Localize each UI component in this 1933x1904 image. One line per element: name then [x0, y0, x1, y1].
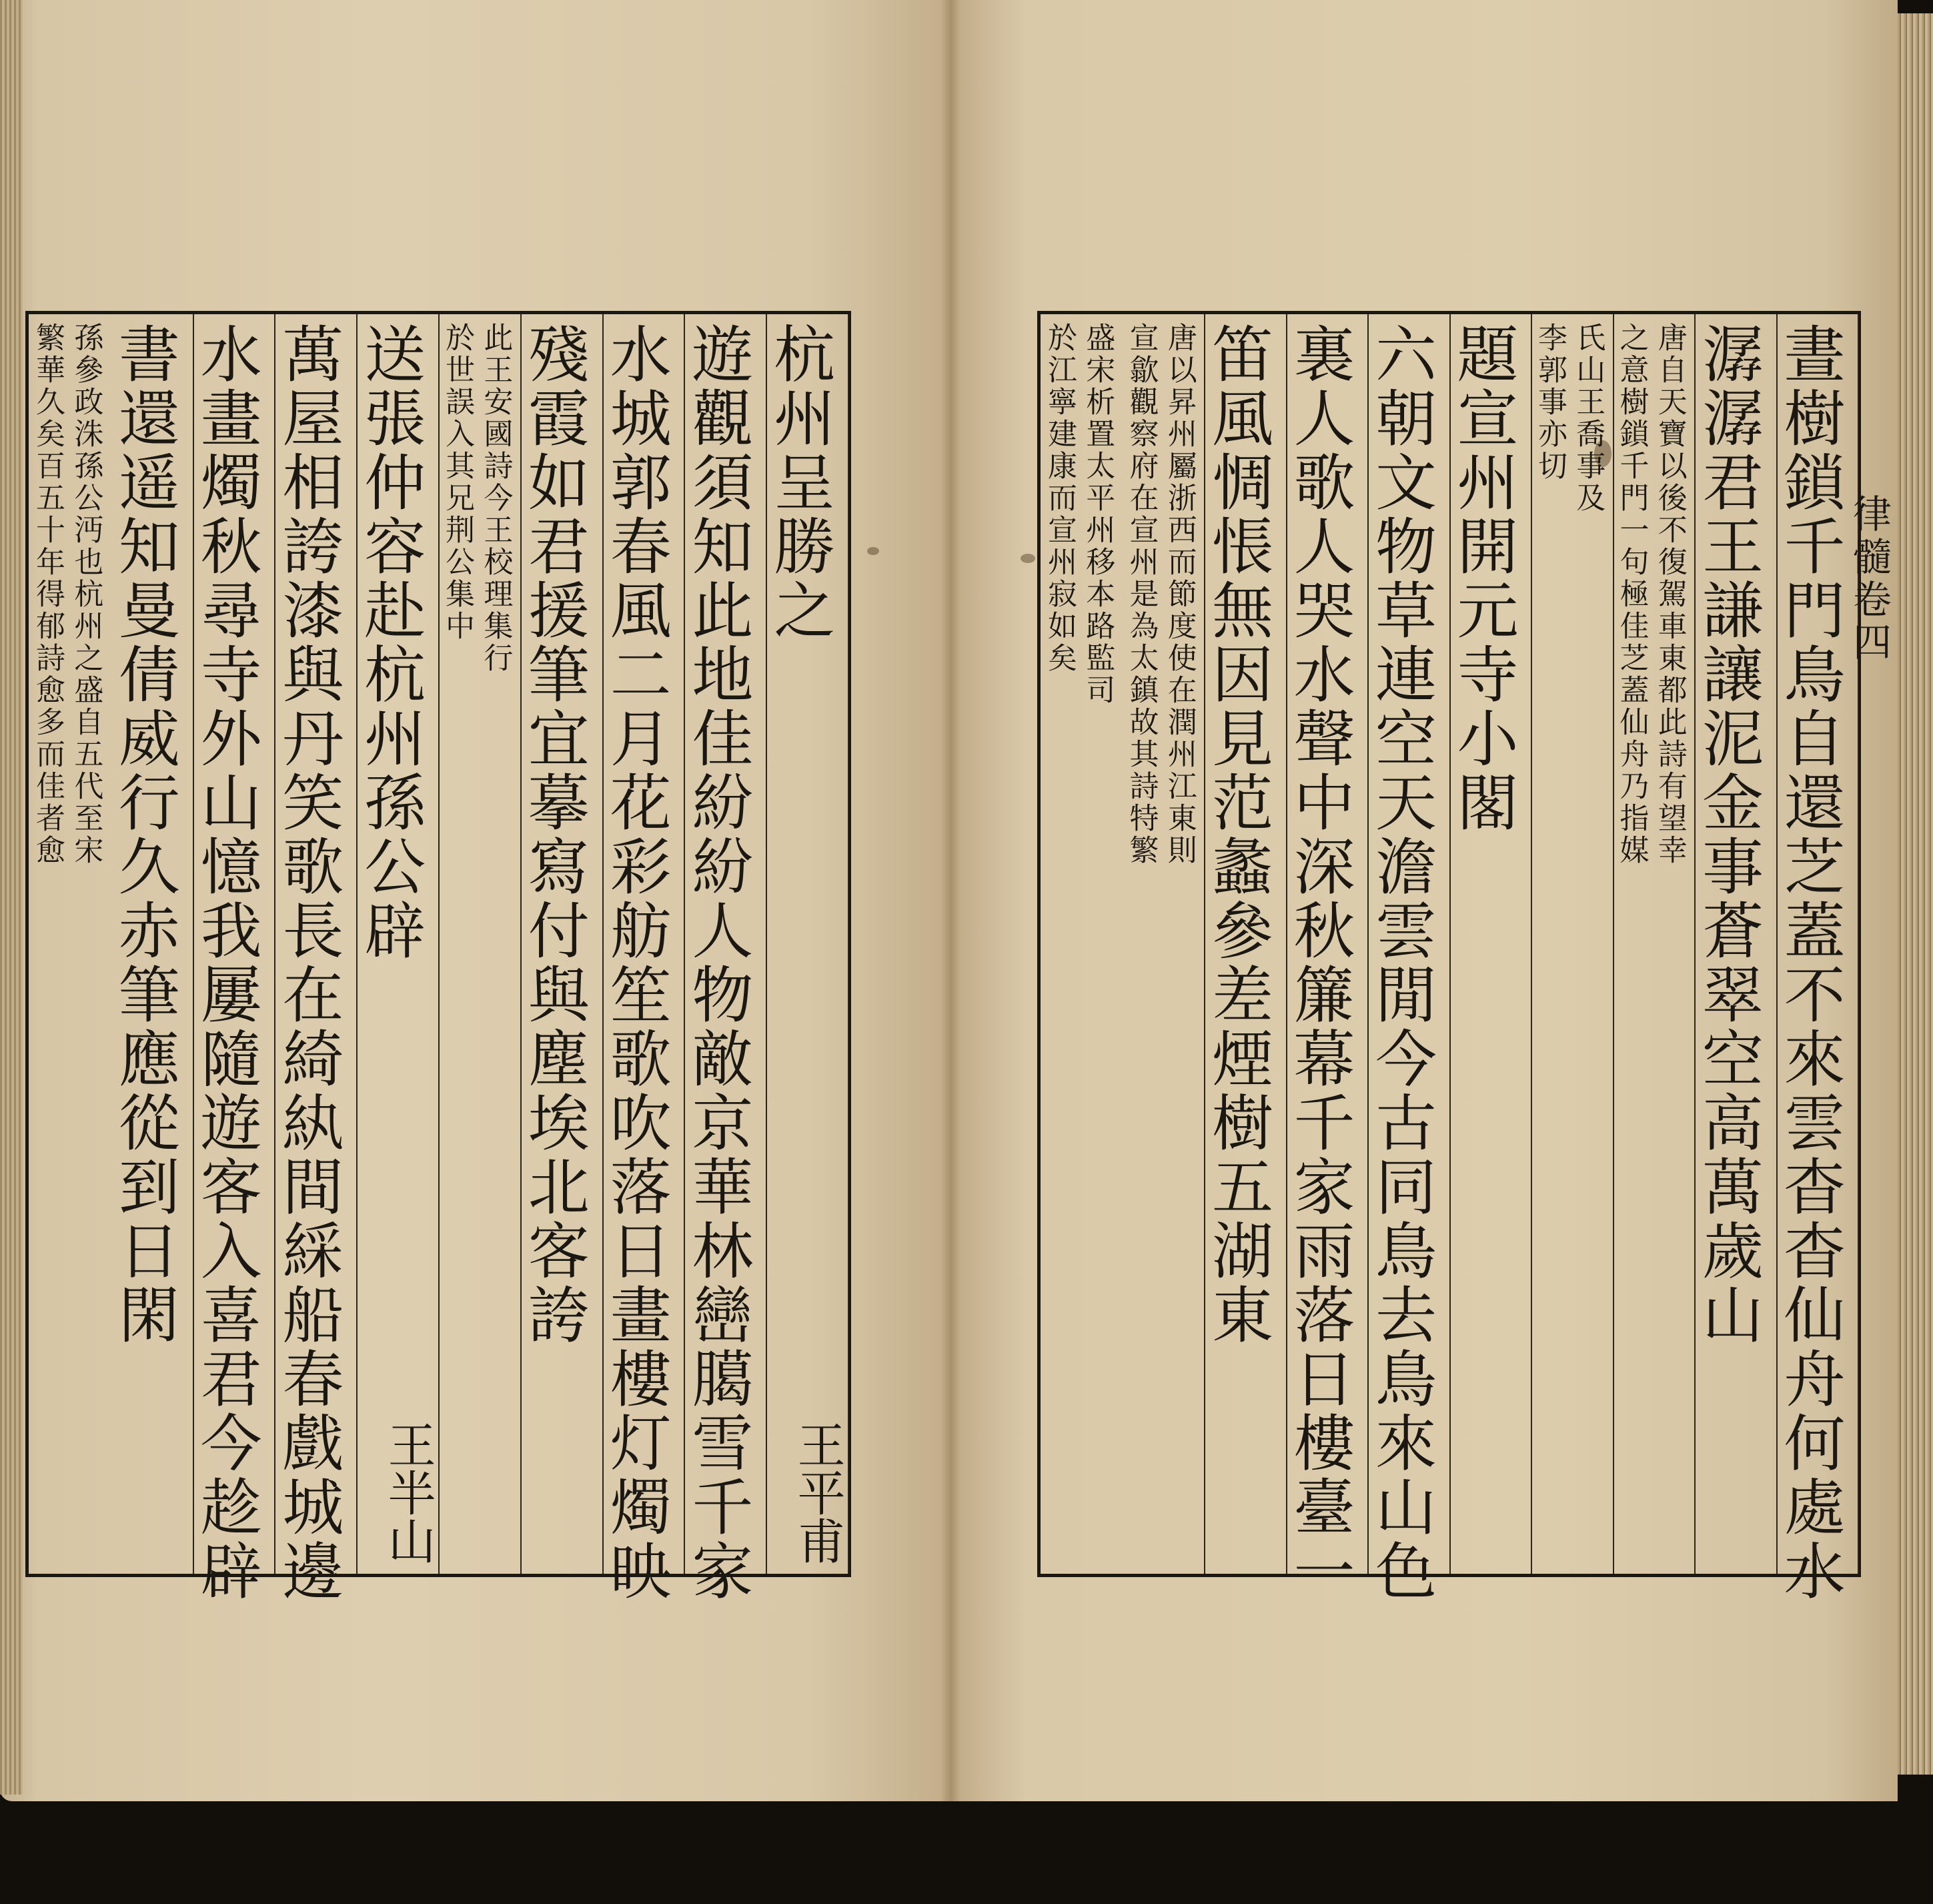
text-column	[356, 314, 440, 1574]
annotation-text: 唐以昇州屬浙西而節度使在潤州江東則	[1162, 322, 1197, 867]
main-text: 裏人歌人哭水聲中深秋簾幕千家雨落日樓臺一	[1283, 322, 1355, 1603]
text-column	[190, 314, 276, 1603]
text-column	[1365, 314, 1451, 1603]
main-text: 潺潺君王謙讓泥金事蒼翠空高萬歲山	[1692, 322, 1764, 1347]
text-column	[1449, 314, 1533, 1574]
right-margin-strip: 律髓卷四	[1846, 494, 1892, 664]
annotation-text: 李郭事亦切	[1533, 322, 1567, 482]
stain	[1021, 554, 1035, 563]
annotation-text: 於江寧建康而宣州寂如矣	[1043, 322, 1077, 674]
text-column	[1123, 314, 1206, 1574]
text-column	[272, 314, 358, 1603]
text-column	[766, 314, 849, 1574]
annotation-text: 盛宋析置太平州移本路監司	[1081, 322, 1115, 706]
main-text: 殘霞如君援筆宜摹寫付與塵埃北客誇	[518, 322, 590, 1347]
main-text: 六朝文物草連空天澹雲閒今古同鳥去鳥來山色	[1365, 322, 1437, 1603]
left-page-edge	[0, 0, 23, 1795]
text-column	[1613, 314, 1696, 1574]
text-column	[520, 314, 604, 1574]
right-page-frame	[1037, 311, 1861, 1603]
main-text: 遊觀須知此地佳紛紛人物敵京華林巒臈雪千家	[682, 322, 754, 1603]
annotation-text: 宣歙觀察府在宣州是為太鎮故其詩特繁	[1124, 322, 1159, 867]
annotation-text: 孫參政洙孫公沔也杭州之盛自五代至宋	[69, 322, 103, 867]
main-text: 笛風惆悵無因見范蠡參差煙樹五湖東	[1202, 322, 1273, 1347]
annotation-text: 氏山王喬事及	[1571, 322, 1605, 514]
main-text: 晝樹鎖千門鳥自還芝蓋不來雲杳杳仙舟何處水	[1774, 322, 1846, 1603]
main-text: 杭州呈勝之	[764, 322, 836, 642]
text-column	[1204, 314, 1287, 1574]
left-page-frame	[25, 311, 851, 1603]
text-column	[438, 314, 522, 1574]
text-column	[600, 314, 686, 1603]
main-text: 萬屋相誇漆與丹笑歌長在綺紈間綵船春戲城邊	[272, 322, 344, 1603]
stain	[867, 547, 879, 555]
annotation-text: 此王安國詩今王校理集行	[478, 322, 513, 674]
right-page-edge	[1898, 13, 1933, 1775]
text-column	[1531, 314, 1614, 1574]
annotation-text: 繁華久矣百五十年得郁詩愈多而佳者愈	[31, 322, 65, 867]
text-column	[108, 314, 194, 1574]
gutter	[940, 0, 960, 1801]
main-text: 題宣州開元寺小閣	[1447, 322, 1519, 835]
main-text: 書還遥知曼倩威行久赤筆應從到日閑	[108, 322, 180, 1347]
annotation-text: 於世誤入其兄荆公集中	[440, 322, 474, 642]
author-attribution: 王半山	[380, 1420, 436, 1564]
text-column	[1283, 314, 1369, 1603]
annotation-text: 唐自天寶以後不復駕車東都此詩有望幸	[1652, 322, 1687, 867]
author-attribution: 王平甫	[789, 1420, 846, 1564]
text-column	[1694, 314, 1778, 1574]
main-text: 水畫燭秋尋寺外山憶我屢隨遊客入喜君今趁辟	[190, 322, 262, 1603]
main-text: 送張仲容赴杭州孫公辟	[354, 322, 426, 963]
main-text: 水城郭春風二月花彩舫笙歌吹落日畫樓灯燭映	[600, 322, 672, 1603]
annotation-text: 之意樹鎖千門一句極佳芝蓋仙舟乃指媒	[1614, 322, 1649, 867]
text-column	[29, 314, 111, 1574]
text-column	[682, 314, 767, 1603]
text-column	[1041, 314, 1123, 1574]
